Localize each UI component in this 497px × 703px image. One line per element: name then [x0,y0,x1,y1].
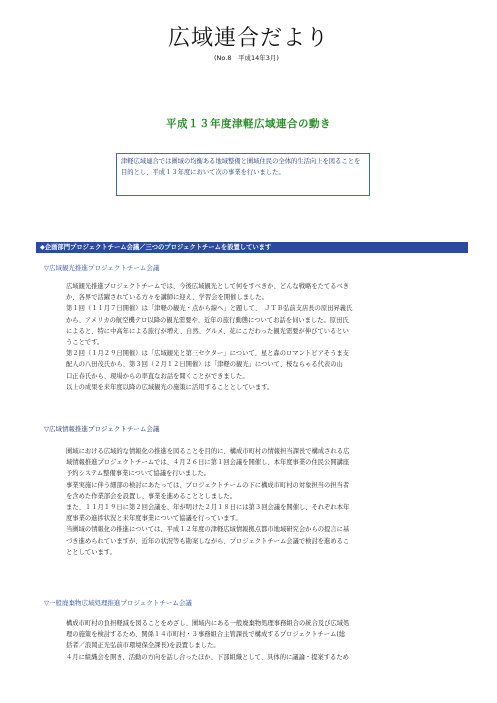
waste-line: ４月に組織会を開き、活動の方向を話し合ったほか、下部組織として、具体的に議論・提案するため [66,653,349,661]
page-headline: 平成１３年度津軽広域連合の動き [166,118,331,130]
info-line: 予約システム整備事業について協議を行いました。 [66,470,211,478]
waste-line: 括者／浪岡正光弘前市環境保全課長)を設置しました。 [66,642,220,650]
tourism-body [66,281,460,393]
tourism-line: 以上の成果を来年度以降の広域観光の施策に活用することとしています。 [66,383,274,391]
tourism-line: によると、特に中高年による旅行が増え、自然、グルメ、花にこだわった観光需要が伸びているとい [66,327,349,335]
issue-number: (No.8 平成14年3月) [214,54,279,62]
info-line: 事業実施に伴う細部の検討にあたっては、プロジェクトチームの下に構成市町村の対象担当の担当者 [66,481,350,489]
tourism-heading: ▽広域観光推進プロジェクトチーム会議 [44,264,160,272]
waste-heading: ▽一般廃棄物広域処理推進プロジェクトチーム会議 [44,599,192,607]
info-line: を含めた作業部会を設置し、事業を進めることとしました。 [66,492,237,500]
masthead [0,26,497,62]
tourism-line: うことです。 [66,339,104,347]
tourism-line: か、各界で活躍されている方々を講師に迎え、学習会を開催しました。 [66,294,268,302]
info-line: ととしています。 [66,548,116,556]
waste-line: 構成市町村の負担軽減を図ることをめざし、圏域内にある一般廃棄物処理事務組合の統合及び広域処 [66,620,350,627]
tourism-line: 第２回（１月２９日開催）は「広域観光と第三セクター」について、星と森のロマントピアそうま支 [66,350,349,358]
tourism-line: 配人の八田茂氏から、第３回（２月１２日開催）は「津軽の観光」について、桜ならゃる代表の山 [66,361,343,369]
waste-body [66,618,460,663]
section-header-bar: ◆企画部門プロジェクトチーム会議／三つのプロジェクトチームを設置しています [36,242,468,253]
tourism-line: 広域観光推進プロジェクトチームでは、今後広域観光として何をすべきか、どんな戦略をたてるべき [66,283,350,290]
info-body [66,446,460,558]
waste-line: 理の施策を検討するため、関係１４市町村・３事務組合主管課長で構成するプロジェクトチーム(総 [66,631,346,639]
intro-box: 津軽広域連合では圏域の均衡ある地域整備と圏域住民の全体的生活向上を図ることを目的とし、平成１３年度において次の事業を行いました。 [116,153,370,196]
tourism-line: 口正春氏から、現場からの率直なお話を聞くことができました。 [66,372,249,380]
newsletter-title: 広域連合だより [167,26,329,51]
info-line: 当圏域の情報化の推進については、平成１２年度の津軽広域情報拠点都市地域研究会からの提言に基 [66,526,350,534]
info-line: づき進められていますが、近年の状況等も勘案しながら、プロジェクトチーム会議で検討を進めるこ [66,537,350,545]
info-heading: ▽広域情報推進プロジェクトチーム会議 [44,425,160,433]
tourism-line: 第１回（１１月７日開催）は「津軽の観光・点から線へ」と題して、 ＪＴＢ弘前支店長の原田昇義氏 [66,305,353,313]
info-line: 圏域における広域的な情報化の推進を図ることを目的に、構成市町村の情報担当課長で構成される広 [66,448,350,455]
info-line: また、１１月１９日に第２回会議を、年が明けた２月１８日には第３回会議を開催し、それぞれ本年 [66,504,350,512]
info-line: 度事業の進捗状況と来年度事業について協議を行っています。 [66,515,242,523]
tourism-line: から、アメリカの航空機テロ以降の観光需要や、近年の旅行動態についてお話を伺いました。原田氏 [66,316,349,324]
info-line: 域情報推進プロジェクトチームでは、４月２６日に第１回会議を開催し、本年度事業の住民公開講座 [66,459,350,467]
